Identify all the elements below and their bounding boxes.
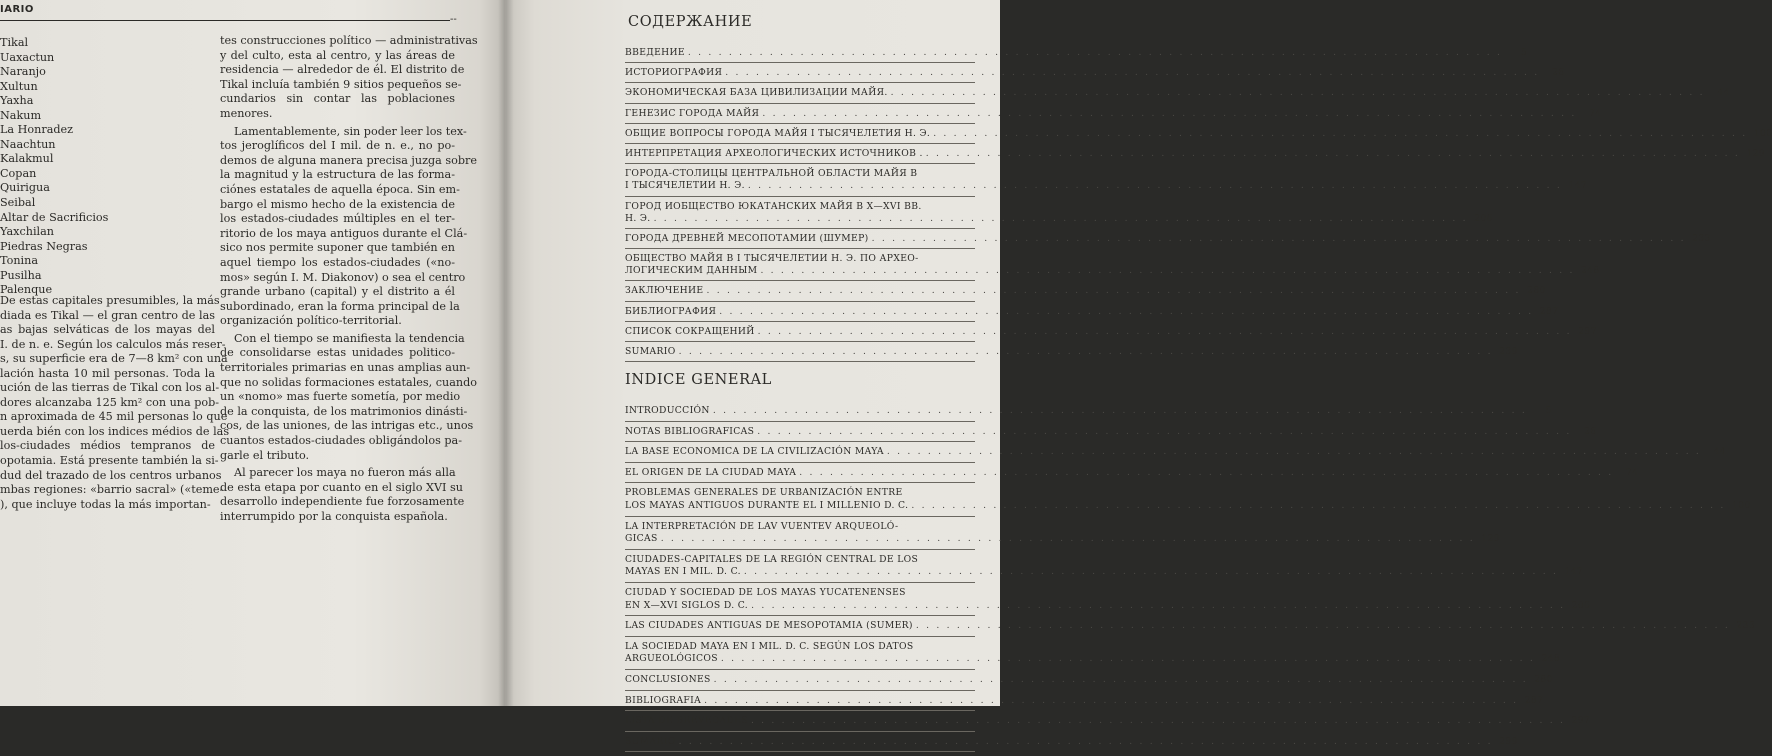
- toc-entry-title: LA BASE ECONOMICA DE LA CIVILIZACIÓN MAYA: [625, 446, 884, 458]
- toc-line: [625, 446, 1727, 459]
- toc-line: [625, 599, 1591, 613]
- left-page: [0, 0, 505, 706]
- toc-entry: [625, 520, 1500, 546]
- toc-line: [625, 466, 1639, 480]
- toc-line: [625, 653, 1561, 666]
- text-line: cuantos estados-ciudades obligándolos pa-: [220, 434, 462, 448]
- toc-entry: [625, 47, 1528, 59]
- toc-entry-title: ВВЕДЕНИЕ: [625, 47, 685, 58]
- text-line: y del culto, esta al centro, y las áreas de: [220, 48, 455, 62]
- toc-entry-title: LISTA DE BREVEDADES: [625, 715, 748, 727]
- text-line: tes construcciones político — administrativas: [220, 34, 478, 47]
- toc-entry-title: СПИСОК СОКРАЩЕНИЙ: [625, 325, 755, 337]
- toc-separator: [625, 103, 975, 104]
- text-line: ), que incluye todas la más importan-: [0, 497, 211, 511]
- toc-line: [625, 325, 1597, 338]
- toc-line: [625, 521, 975, 534]
- text-line: garle el tributo.: [220, 448, 310, 462]
- text-line: menores.: [220, 106, 273, 120]
- toc-line: [625, 67, 1565, 79]
- text-line: un «nomo» mas fuerte sometía, por medio: [220, 390, 461, 404]
- toc-line: [625, 735, 1518, 749]
- text-line: organización político-territorial.: [220, 314, 402, 328]
- toc-entry-title: ГОРОДА-СТОЛИЦЫ ЦЕНТРАЛЬНОЙ ОБЛАСТИ МАЙЯ В: [625, 168, 918, 180]
- toc-entry-title: LOS MAYAS ANTIGUOS DURANTE EL I MILLENIO D. C.: [625, 499, 909, 511]
- toc-entry: [625, 466, 1639, 480]
- text-line: I. de n. e. Según los calculos más reser-: [0, 337, 226, 351]
- toc-entry: [625, 620, 1756, 633]
- running-head: IARIO: [0, 4, 34, 15]
- toc-entry-title: ЭКОНОМИЧЕСКАЯ БАЗА ЦИВИЛИЗАЦИИ МАЙЯ.: [625, 87, 888, 99]
- toc-entry: [625, 640, 1561, 666]
- toc-line: [625, 554, 975, 567]
- city-name: Xultun: [0, 79, 38, 93]
- toc-line: [625, 180, 1588, 192]
- toc-leader: . . . . . . . . . . . . . . . . . . . . . . . . . . . . . . . . . . . . . . . . . . . . . . . . . . . . . . . . . . . . . . . . . . . . . . . . . . . . . . . .: [760, 265, 1575, 277]
- toc-entry-title: ИСТОРИОГРАФИЯ: [625, 67, 723, 79]
- toc-entry: [625, 425, 1597, 439]
- text-line: grande urbano (capital) y el distrito a él: [220, 285, 455, 299]
- text-line: opotamia. Está presente también la si-: [0, 454, 219, 468]
- text-line: subordinado, eran la forma principal de la: [220, 299, 460, 313]
- text-line: Con el tiempo se manifiesta la tendencia: [234, 331, 465, 345]
- toc-page-number: 248: [1581, 265, 1600, 277]
- toc-entry: [625, 87, 1730, 99]
- text-line: que no solidas formaciones estatales, cuando: [220, 375, 477, 389]
- toc-line: [625, 201, 975, 213]
- toc-line: [625, 212, 1493, 225]
- toc-leader: . . . . . . . . . . . . . . . . . . . . . . . . . . . . . . . . . . . . . . . . . . . . . . . . . . . . . . . . . . . . . . . . . . . . . . . . . . . . . . . .: [762, 107, 1577, 119]
- toc-line: [625, 694, 1544, 708]
- city-name: Kalakmul: [0, 152, 54, 166]
- toc-entry-title: INTRODUCCIÓN: [625, 405, 710, 416]
- toc-entry: [625, 346, 1518, 358]
- toc-page-number: 26: [1552, 67, 1565, 79]
- toc-entry: [625, 168, 1588, 192]
- toc-entry-title: MAYAS EN I MIL. D. C.: [625, 566, 741, 578]
- toc-entry: [625, 735, 1518, 749]
- toc-entry-title: LAS CIUDADES ANTIGUAS DE MESOPOTAMIA (SUMER): [625, 620, 913, 632]
- toc-leader: . . . . . . . . . . . . . . . . . . . . . . . . . . . . . . . . . . . . . . . . . . . . . . . . . . . . . . . . . . . . . . . . . . . . . . . . . . . . . . . .: [890, 87, 1705, 99]
- head-mark: --: [450, 14, 457, 25]
- toc-entry-title: ARGUEOLÓGICOS: [625, 653, 718, 665]
- toc-separator: [625, 163, 975, 164]
- toc-entry: [625, 127, 1772, 140]
- toc-entry: [625, 325, 1597, 338]
- toc-line: [625, 425, 1597, 439]
- toc-entry-title: LA SOCIEDAD MAYA EN I MIL. D. C. SEGÚN LOS DATOS: [625, 640, 914, 652]
- toc-entry-title: SUMARIO: [625, 346, 676, 357]
- toc-page-number: 280: [1534, 673, 1553, 685]
- toc-page-number: 129: [1746, 147, 1765, 159]
- toc-entry: [625, 67, 1565, 79]
- toc-leader: . . . . . . . . . . . . . . . . . . . . . . . . . . . . . . . . . . . . . . . . . . . . . . . . . . . . . . . . . . . . . . . . . . . . . . . . . . . . . . . .: [678, 346, 1493, 357]
- toc-leader: . . . . . . . . . . . . . . . . . . . . . . . . . . . . . . . . . . . . . . . . . . . . . . . . . . . . . . . . . . . . . . . . . . . . . . . . . . . . . . . .: [725, 67, 1540, 79]
- book-gutter: [498, 0, 514, 706]
- toc-line: [625, 168, 975, 180]
- toc-entry: [625, 694, 1544, 708]
- toc-entry-title: ОБЩИЕ ВОПРОСЫ ГОРОДА МАЙЯ I ТЫСЯЧЕЛЕТИЯ Н. Э.: [625, 127, 931, 139]
- toc-page-number: 239: [1499, 346, 1518, 357]
- toc-page-number: 44: [1717, 87, 1730, 99]
- toc-page-number: 5: [1520, 47, 1528, 58]
- toc-leader: . . . . . . . . . . . . . . . . . . . . . . . . . . . . . . . . . . . . . . . . . . . . . . . . . . . . . . . . . . . . . . . . . . . . . . . . . . . . . . . .: [678, 735, 1493, 747]
- text-line: cos, de las uniones, de las intrigas etc., unos: [220, 419, 474, 433]
- city-name: Nakum: [0, 108, 42, 122]
- toc-line: [625, 127, 1772, 140]
- city-name: Pusilha: [0, 268, 42, 282]
- toc-entry-title: GICAS: [625, 533, 658, 545]
- toc-entry-title: I ТЫСЯЧЕЛЕТИИ Н. Э.: [625, 180, 745, 192]
- toc-line: [625, 147, 1765, 160]
- text-line: desarrollo independiente fue forzosamente: [220, 495, 465, 509]
- toc-page-number: 299: [1499, 735, 1518, 747]
- toc-leader: . . . . . . . . . . . . . . . . . . . . . . . . . . . . . . . . . . . . . . . . . . . . . . . . . . . . . . . . . . . . . . . . . . . . . . . . . . . . . . . .: [933, 127, 1748, 139]
- toc-entry-title: CIUDADES-CAPITALES DE LA REGIÓN CENTRAL DE LOS: [625, 553, 919, 565]
- toc-entry: [625, 487, 1751, 512]
- toc-page-number: 206: [1474, 212, 1493, 224]
- text-line: uerda bién con los indices médios de las: [0, 424, 230, 438]
- toc-leader: . . . . . . . . . . . . . . . . . . . . . . . . . . . . . . . . . . . . . . . . . . . . . . . . . . . . . . . . . . . . . . . . . . . . . . . . . . . . . . . .: [871, 232, 1686, 244]
- text-line: ución de las tierras de Tikal con los al-: [0, 381, 220, 395]
- city-name: La Honradez: [0, 123, 74, 137]
- toc-page-number: 248: [1541, 653, 1561, 665]
- text-line: De estas capitales presumibles, la más: [0, 294, 220, 307]
- toc-separator: [625, 280, 975, 281]
- left-column-text: [0, 294, 230, 512]
- toc-page-number: 44: [1713, 446, 1727, 458]
- city-name: Naachtun: [0, 137, 56, 151]
- toc-line: [625, 265, 1600, 277]
- toc-entry-title: BIBLIOGRAFIA: [625, 694, 702, 706]
- toc-line: [625, 87, 1730, 99]
- text-line: mos» según I. M. Diakonov) o sea el centro: [220, 270, 466, 284]
- toc-entry-title: PROBLEMAS GENERALES DE URBANIZACIÓN ENTRE: [625, 487, 903, 499]
- toc-separator: [625, 228, 975, 229]
- toc-line: [625, 232, 1711, 245]
- toc-separator: [625, 615, 975, 616]
- text-line: Tikal incluía también 9 sitios pequeños se-: [220, 77, 462, 91]
- toc-line: [625, 715, 1591, 728]
- toc-page-number: 233: [1692, 232, 1711, 244]
- toc-page-number: 100: [1731, 499, 1751, 511]
- toc-leader: . . . . . . . . . . . . . . . . . . . . . . . . . . . . . . . . . . . . . . . . . . . . . . . . . . . . . . . . . . . . . . . . . . . . . . . . . . . . . . . .: [915, 620, 1731, 632]
- toc-entry-title: ЗАКЛЮЧЕНИЕ: [625, 285, 704, 297]
- text-line: los-ciudades médios tempranos de: [0, 439, 215, 453]
- right-column-text: [220, 34, 478, 525]
- toc-leader: . . . . . . . . . . . . . . . . . . . . . . . . . . . . . . . . . . . . . . . . . . . . . . . . . . . . . . . . . . . . . . . . . . . . . . . . . . . . . . . .: [751, 599, 1566, 611]
- toc-line: [625, 107, 1602, 120]
- toc-leader: . . . . . . . . . . . . . . . . . . . . . . . . . . . . . . . . . . . . . . . . . . . . . . . . . . . . . . . . . . . . . . . . . . . . . . . . . . . . . . . .: [911, 499, 1726, 511]
- text-line: n aproximada de 45 mil personas lo que: [0, 410, 228, 424]
- toc-page-number: 297: [1571, 715, 1591, 727]
- toc-separator: [625, 62, 975, 63]
- text-line: lación hasta 10 mil personas. Toda la: [0, 366, 215, 380]
- toc-separator: [625, 636, 975, 637]
- toc-leader: . . . . . . . . . . . . . . . . . . . . . . . . . . . . . . . . . . . . . . . . . . . . . . . . . . . . . . . . . . . . . . . . . . . . . . . . . . . . . . . .: [757, 425, 1572, 437]
- text-line: ciónes estatales de aquella época. Sin em-: [220, 182, 460, 196]
- toc-entry-title: ГОРОДА ДРЕВНЕЙ МЕСОПОТАМИИ (ШУМЕР): [625, 232, 869, 244]
- toc-entry-title: ГЕНЕЗИС ГОРОДА МАЙЯ: [625, 107, 760, 119]
- toc-page-number: 129: [1481, 533, 1500, 545]
- toc-line: [625, 620, 1756, 633]
- text-line: aquel tiempo los estados-ciudades («no-: [220, 255, 455, 269]
- toc-leader: . . . . . . . . . . . . . . . . . . . . . . . . . . . . . . . . . . . . . . . . . . . . . . . . . . . . . . . . . . . . . . . . . . . . . . . . . . . . . . . .: [799, 466, 1614, 478]
- toc-page-number: 100: [1753, 127, 1772, 139]
- toc-line: [625, 533, 1500, 546]
- toc-entry: [625, 200, 1493, 225]
- toc-separator: [625, 710, 975, 711]
- toc-page-number: 74: [1626, 466, 1639, 478]
- text-line: s, su superficie era de 7—8 km² con una: [0, 352, 228, 366]
- toc-entry-title: CIUDAD Y SOCIEDAD DE LOS MAYAS YUCATENENSES: [625, 586, 906, 598]
- toc-entry: [625, 253, 1600, 277]
- toc-leader: . . . . . . . . . . . . . . . . . . . . . . . . . . . . . . . . . . . . . . . . . . . . . . . . . . . . . . . . . . . . . . . . . . . . . . . . . . . . . . . .: [653, 212, 1468, 224]
- ru-table-of-contents: [625, 47, 1772, 366]
- toc-page-number: 26: [1584, 425, 1597, 437]
- toc-leader: . . . . . . . . . . . . . . . . . . . . . . . . . . . . . . . . . . . . . . . . . . . . . . . . . . . . . . . . . . . . . . . . . . . . . . . . . . . . . . . .: [713, 673, 1528, 685]
- toc-entry-title: NOTAS BIBLIOGRAFICAS: [625, 425, 755, 437]
- toc-leader: . . . . . . . . . . . . . . . . . . . . . . . . . . . . . . . . . . . . . . . . . . . . . . . . . . . . . . . . . . . . . . . . . . . . . . . . . . . . . . . .: [743, 566, 1559, 578]
- ru-contents-title: СОДЕРЖАНИЕ: [628, 14, 753, 30]
- toc-page-number: 5: [1545, 405, 1552, 416]
- toc-leader: . . . . . . . . . . . . . . . . . . . . . . . . . . . . . . . . . . . . . . . . . . . . . . . . . . . . . . . . . . . . . . . . . . . . . . . . . . . . . . . .: [687, 47, 1503, 58]
- toc-line: [625, 487, 975, 500]
- text-line: bargo el mismo hecho de la existencia de: [220, 197, 455, 211]
- toc-separator: [625, 690, 975, 691]
- text-line: de consolidarse estas unidades politico-: [220, 346, 455, 360]
- toc-line: [625, 587, 975, 600]
- toc-line: [625, 47, 1528, 59]
- toc-separator: [625, 341, 975, 342]
- toc-entry: [625, 446, 1727, 459]
- toc-separator: [625, 143, 975, 144]
- toc-separator: [625, 321, 975, 322]
- toc-separator: [625, 196, 975, 197]
- text-line: los estados-ciudades múltiples en el ter-: [220, 212, 455, 226]
- toc-page-number: 206: [1571, 599, 1591, 611]
- city-name: Seibal: [0, 196, 36, 210]
- text-line: interrumpido por la conquista española.: [220, 510, 448, 523]
- text-line: dud del trazado de los centros urbanos: [0, 468, 222, 482]
- toc-entry-title: SUMARIO: [625, 735, 676, 747]
- toc-entry-title: ОБЩЕСТВО МАЙЯ В I ТЫСЯЧЕЛЕТИИ Н. Э. ПО АРХЕО-: [625, 253, 919, 265]
- toc-line: [625, 499, 1751, 513]
- toc-leader: . . . . . . . . . . . . . . . . . . . . . . . . . . . . . . . . . . . . . . . . . . . . . . . . . . . . . . . . . . . . . . . . . . . . . . . . . . . . . . . .: [750, 715, 1566, 727]
- toc-entry-title: CONCLUSIONES: [625, 673, 711, 685]
- text-line: de esta etapa por cuanto en el siglo XVI su: [220, 480, 463, 494]
- text-line: la magnitud y la estructura de las forma-: [220, 168, 455, 182]
- toc-separator: [625, 751, 975, 752]
- toc-entry: [625, 147, 1765, 160]
- toc-entry: [625, 305, 1559, 318]
- toc-separator: [625, 669, 975, 670]
- text-line: as bajas selváticas de los mayas del: [0, 323, 215, 337]
- toc-line: [625, 405, 1552, 418]
- text-line: territoriales primarias en unas amplias aun-: [220, 361, 471, 375]
- text-line: sico nos permite suponer que también en: [220, 241, 455, 255]
- toc-leader: . . . . . . . . . . . . . . . . . . . . . . . . . . . . . . . . . . . . . . . . . . . . . . . . . . . . . . . . . . . . . . . . . . . . . . . . . . . . . . . .: [706, 285, 1521, 297]
- toc-leader: . . . . . . . . . . . . . . . . . . . . . . . . . . . . . . . . . . . . . . . . . . . . . . . . . . . . . . . . . . . . . . . . . . . . . . . . . . . . . . . .: [747, 180, 1563, 192]
- toc-leader: . . . . . . . . . . . . . . . . . . . . . . . . . . . . . . . . . . . . . . . . . . . . . . . . . . . . . . . . . . . . . . . . . . . . . . . . . . . . . . . .: [925, 147, 1740, 159]
- text-line: Lamentablemente, sin poder leer los tex-: [234, 124, 467, 138]
- city-name: Copan: [0, 166, 37, 180]
- toc-line: [625, 285, 1546, 297]
- toc-leader: . . . . . . . . . . . . . . . . . . . . . . . . . . . . . . . . . . . . . . . . . . . . . . . . . . . . . . . . . . . . . . . . . . . . . . . . . . . . . . . .: [712, 405, 1527, 416]
- toc-separator: [625, 462, 975, 463]
- toc-line: [625, 566, 1584, 579]
- toc-entry: [625, 586, 1591, 612]
- toc-page-number: 147: [1564, 566, 1584, 578]
- toc-page-number: 233: [1736, 620, 1756, 632]
- city-name: Piedras Negras: [0, 239, 88, 253]
- toc-entry: [625, 405, 1552, 418]
- city-name: Naranjo: [0, 65, 46, 79]
- text-line: de la conquista, de los matrimonios dinásti-: [220, 404, 468, 418]
- toc-leader: . . . . . . . . . . . . . . . . . . . . . . . . . . . . . . . . . . . . . . . . . . . . . . . . . . . . . . . . . . . . . . . . . . . . . . . . . . . . . . . .: [704, 694, 1519, 706]
- toc-entry-title: LA INTERPRETACIÓN DE LAV VUENTEV ARQUEOLÓ-: [625, 520, 899, 532]
- toc-entry: [625, 673, 1553, 687]
- toc-line: [625, 305, 1559, 318]
- toc-separator: [625, 582, 975, 583]
- toc-page-number: 280: [1527, 285, 1546, 297]
- toc-entry-title: ЛОГИЧЕСКИМ ДАННЫМ: [625, 265, 758, 277]
- toc-separator: [625, 361, 975, 362]
- es-contents-title: INDICE GENERAL: [625, 372, 772, 388]
- city-name: Quirigua: [0, 181, 50, 195]
- city-name: Tonina: [0, 254, 38, 268]
- toc-leader: . . . . . . . . . . . . . . . . . . . . . . . . . . . . . . . . . . . . . . . . . . . . . . . . . . . . . . . . . . . . . . . . . . . . . . . . . . . . . . . .: [720, 653, 1536, 665]
- toc-separator: [625, 482, 975, 483]
- city-name: Uaxactun: [0, 50, 55, 64]
- toc-separator: [625, 549, 975, 550]
- toc-entry-title: ГОРОД ИОБЩЕСТВО ЮКАТАНСКИХ МАЙЯ В X—XVI ВВ.: [625, 200, 922, 212]
- city-list: [0, 36, 215, 298]
- toc-line: [625, 641, 975, 654]
- toc-entry: [625, 553, 1584, 579]
- toc-entry-title: БИБЛИОГРАФИЯ: [625, 305, 717, 317]
- toc-separator: [625, 123, 975, 124]
- toc-separator: [625, 731, 975, 732]
- text-line: diada es Tikal — el gran centro de las: [0, 308, 215, 322]
- city-name: Yaxchilan: [0, 225, 54, 239]
- toc-entry-title: Н. Э.: [625, 212, 651, 224]
- text-line: Al parecer los maya no fueron más alla: [234, 466, 456, 480]
- toc-entry: [625, 107, 1602, 120]
- toc-entry: [625, 715, 1591, 728]
- text-line: mbas regiones: «barrio sacral» («teme-: [0, 483, 224, 497]
- toc-page-number: 297: [1578, 325, 1597, 337]
- toc-separator: [625, 301, 975, 302]
- toc-leader: . . . . . . . . . . . . . . . . . . . . . . . . . . . . . . . . . . . . . . . . . . . . . . . . . . . . . . . . . . . . . . . . . . . . . . . . . . . . . . . .: [886, 446, 1702, 458]
- toc-line: [625, 253, 975, 265]
- toc-separator: [625, 248, 975, 249]
- toc-entry: [625, 285, 1546, 297]
- text-line: residencia — alrededor de él. El distrito de: [220, 63, 465, 77]
- city-name: Yaxha: [0, 94, 34, 108]
- toc-separator: [625, 82, 975, 83]
- text-line: cundarios sin contar las poblaciones: [220, 92, 455, 106]
- city-name: Altar de Sacrificios: [0, 210, 109, 224]
- toc-leader: . . . . . . . . . . . . . . . . . . . . . . . . . . . . . . . . . . . . . . . . . . . . . . . . . . . . . . . . . . . . . . . . . . . . . . . . . . . . . . . .: [719, 305, 1534, 317]
- head-rule: [0, 20, 450, 21]
- toc-leader: . . . . . . . . . . . . . . . . . . . . . . . . . . . . . . . . . . . . . . . . . . . . . . . . . . . . . . . . . . . . . . . . . . . . . . . . . . . . . . . .: [757, 325, 1572, 337]
- toc-separator: [625, 441, 975, 442]
- city-name: Palenque: [0, 283, 53, 297]
- toc-page-number: 74: [1589, 107, 1602, 119]
- toc-page-number: 147: [1568, 180, 1588, 192]
- toc-page-number: 287: [1524, 694, 1544, 706]
- toc-line: [625, 673, 1553, 687]
- text-line: tos jeroglíficos del I mil. de n. e., no po-: [220, 139, 455, 153]
- es-table-of-contents: [625, 405, 1756, 756]
- text-line: dores alcanzaba 125 km² con una pob-: [0, 395, 220, 409]
- toc-line: [625, 346, 1518, 358]
- toc-entry: [625, 232, 1711, 245]
- toc-entry-title: EL ORIGEN DE LA CIUDAD MAYA: [625, 466, 797, 478]
- toc-separator: [625, 421, 975, 422]
- toc-entry-title: EN X—XVI SIGLOS D. C.: [625, 599, 749, 611]
- text-line: ritorio de los maya antiguos durante el Clá-: [220, 226, 468, 240]
- toc-separator: [625, 516, 975, 517]
- city-name: Tikal: [0, 36, 29, 49]
- toc-page-number: 287: [1539, 305, 1559, 317]
- text-line: demos de alguna manera precisa juzga sobre: [220, 153, 477, 167]
- toc-leader: . . . . . . . . . . . . . . . . . . . . . . . . . . . . . . . . . . . . . . . . . . . . . . . . . . . . . . . . . . . . . . . . . . . . . . . . . . . . . . . .: [660, 533, 1475, 545]
- toc-entry-title: ИНТЕРПРЕТАЦИЯ АРХЕОЛОГИЧЕСКИХ ИСТОЧНИКОВ .: [625, 147, 923, 159]
